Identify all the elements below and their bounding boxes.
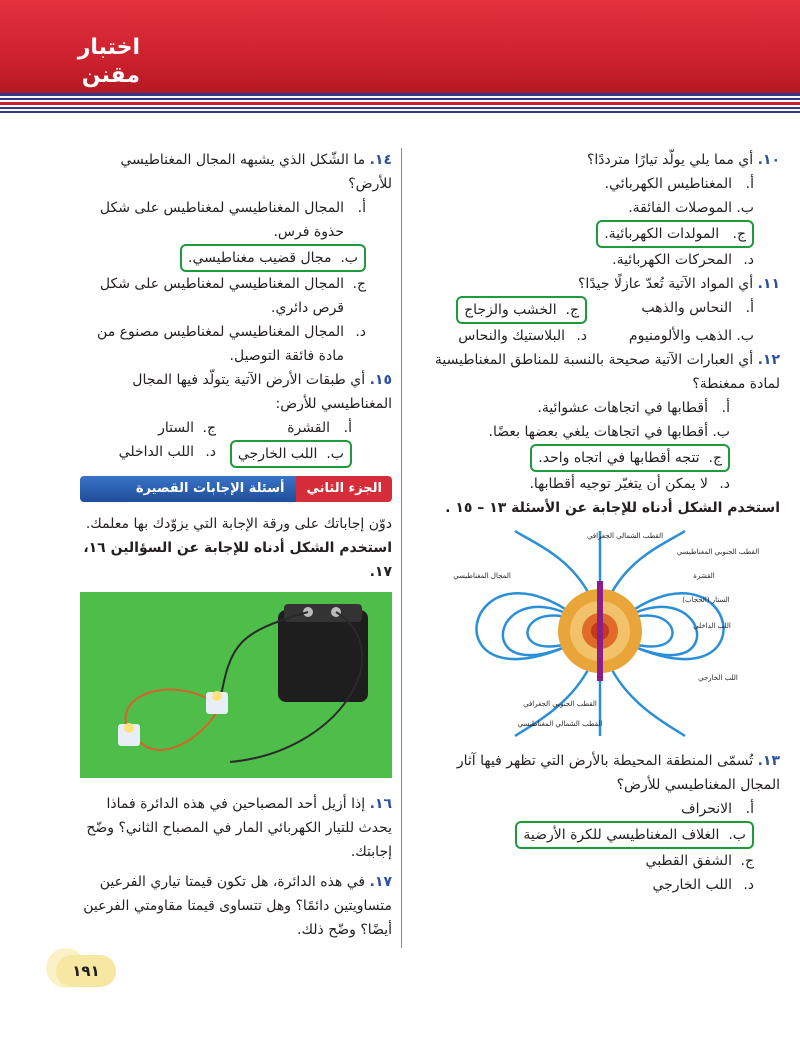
option-c-answer[interactable] bbox=[420, 220, 780, 248]
option-d[interactable] bbox=[420, 248, 780, 272]
question-text: ما الشّكل الذي يشبهه المجال المغناطيسي للأرض؟ bbox=[120, 152, 392, 192]
label-crust: القشرة bbox=[693, 572, 715, 580]
option-text: أقطابها في اتجاهات عشوائية. bbox=[537, 400, 708, 416]
label-mantle: الستار (الحجاب) bbox=[682, 596, 730, 604]
option-b-answer[interactable] bbox=[420, 821, 780, 849]
part-two-banner bbox=[80, 476, 392, 502]
diagram-instruction: استخدم الشكل أدناه للإجابة عن الأسئلة ١٣ – ١٥ . bbox=[445, 500, 780, 516]
earth-magnetic-field-diagram bbox=[420, 526, 780, 741]
option-letter: ج. bbox=[352, 276, 366, 292]
question-10 bbox=[420, 148, 780, 172]
option-b-answer[interactable] bbox=[216, 440, 352, 468]
question-16 bbox=[80, 792, 392, 864]
option-letter: ب. bbox=[712, 424, 730, 440]
option-d[interactable] bbox=[420, 873, 780, 897]
answer-highlight-box bbox=[530, 444, 730, 472]
option-letter: د. bbox=[576, 328, 587, 344]
label-mag-south: القطب الجنوبي المغناطيسي bbox=[676, 548, 760, 556]
question-15 bbox=[80, 368, 392, 416]
option-text: الانحراف bbox=[681, 801, 732, 817]
option-text: الستار bbox=[158, 420, 194, 436]
option-text: لا يمكن أن يتغيّر توجيه أقطابها. bbox=[529, 476, 708, 492]
option-a[interactable] bbox=[420, 797, 780, 821]
option-letter: د. bbox=[743, 252, 754, 268]
header-stripes bbox=[0, 93, 800, 113]
bar-magnet bbox=[597, 581, 603, 681]
bulb-2 bbox=[124, 723, 134, 733]
label-mag-north: القطب الشمالي المغناطيسي bbox=[517, 720, 603, 728]
question-text: في هذه الدائرة، هل تكون قيمتا تياري الفرعين متساويتين دائمًا؟ وهل تتساوى قيمتا مقاومتي الفرعين أيضًا؟ وضّح ذلك. bbox=[83, 874, 392, 938]
question-number: ١١. bbox=[757, 276, 780, 292]
option-letter: ب. bbox=[736, 328, 754, 344]
option-text: القشرة bbox=[287, 420, 330, 436]
answer-highlight-box bbox=[456, 296, 587, 324]
question-17 bbox=[80, 870, 392, 942]
option-letter: ج. bbox=[708, 450, 722, 466]
instruction-figure: استخدم الشكل أدناه للإجابة عن السؤالين ١٦، ١٧. bbox=[83, 540, 392, 580]
option-letter: ب. bbox=[736, 200, 754, 216]
option-letter: د. bbox=[205, 444, 216, 460]
part-label: الجزء الثاني bbox=[296, 476, 392, 502]
label-field: المجال المغناطيسي bbox=[453, 572, 511, 580]
question-11 bbox=[420, 272, 780, 296]
option-letter: أ. bbox=[357, 200, 366, 216]
circuit-photo bbox=[80, 592, 392, 778]
question-number: ١٣. bbox=[757, 753, 780, 769]
question-14 bbox=[80, 148, 392, 196]
option-c-answer[interactable] bbox=[420, 296, 587, 324]
question-12 bbox=[420, 348, 780, 396]
option-b[interactable] bbox=[420, 196, 780, 220]
circuit-illustration bbox=[80, 592, 392, 778]
option-text: الخشب والزجاج bbox=[464, 302, 557, 318]
option-a[interactable] bbox=[420, 172, 780, 196]
label-geo-north: القطب الشمالي الجغرافي bbox=[586, 532, 664, 540]
question-text: أي المواد الآتية تُعدّ عازلًا جيدًا؟ bbox=[578, 276, 754, 292]
title-line-2: مقنن bbox=[81, 63, 140, 88]
option-letter: ج. bbox=[732, 226, 746, 242]
option-text: المغناطيس الكهربائي. bbox=[604, 176, 732, 192]
option-d[interactable] bbox=[420, 472, 780, 496]
option-text: البلاستيك والنحاس bbox=[458, 328, 565, 344]
option-letter: ج. bbox=[202, 420, 216, 436]
option-letter: أ. bbox=[745, 300, 754, 316]
question-text: أي العبارات الآتية صحيحة بالنسبة للمناطق المغناطيسية لمادة ممغنطة؟ bbox=[434, 352, 780, 392]
right-column bbox=[420, 148, 780, 897]
option-text: النحاس والذهب bbox=[641, 300, 732, 316]
question-number: ١٧. bbox=[369, 874, 392, 890]
option-text: المجال المغناطيسي لمغناطيس على شكل حذوة فرس. bbox=[99, 200, 344, 240]
option-letter: ب. bbox=[326, 446, 344, 462]
option-text: الذهب والألومنيوم bbox=[628, 328, 732, 344]
answer-highlight-box bbox=[180, 244, 366, 272]
option-c-answer[interactable] bbox=[420, 444, 780, 472]
bulb-1 bbox=[212, 691, 222, 701]
question-number: ١٦. bbox=[369, 796, 392, 812]
option-text: اللب الداخلي bbox=[118, 444, 194, 460]
option-text: مجال قضيب مغناطيسي. bbox=[188, 250, 332, 266]
option-letter: أ. bbox=[745, 176, 754, 192]
option-text: أقطابها في اتجاهات يلغي بعضها بعضًا. bbox=[488, 424, 708, 440]
option-text: المجال المغناطيسي لمغناطيس على شكل قرص دائري. bbox=[99, 276, 344, 316]
earth-field-svg bbox=[420, 526, 780, 741]
instruction-answer-sheet: دوّن إجاباتك على ورقة الإجابة التي يزوّدك بها معلمك. bbox=[85, 516, 392, 532]
option-text: الشفق القطبي bbox=[645, 853, 732, 869]
option-a[interactable] bbox=[587, 296, 754, 324]
option-c[interactable] bbox=[420, 849, 780, 873]
option-b-answer[interactable] bbox=[80, 244, 392, 272]
q11-options bbox=[420, 296, 780, 348]
q15-options bbox=[80, 416, 392, 468]
option-text: المحركات الكهربائية. bbox=[612, 252, 732, 268]
answer-highlight-box bbox=[230, 440, 352, 468]
option-text: الموصلات الفائقة. bbox=[628, 200, 732, 216]
option-letter: ب. bbox=[340, 250, 358, 266]
option-a[interactable] bbox=[420, 396, 780, 420]
question-text: تُسمّى المنطقة المحيطة بالأرض التي تظهر فيها آثار المجال المغناطيسي للأرض؟ bbox=[456, 753, 780, 793]
option-letter: أ. bbox=[721, 400, 730, 416]
option-text: المولدات الكهربائية. bbox=[604, 226, 720, 242]
label-outer-core: اللب الخارجي bbox=[698, 674, 738, 682]
option-letter: د. bbox=[743, 877, 754, 893]
option-letter: د. bbox=[719, 476, 730, 492]
question-text: أي طبقات الأرض الآتية يتولّد فيها المجال المغناطيسي للأرض: bbox=[132, 372, 392, 412]
option-letter: ج. bbox=[565, 302, 579, 318]
option-b[interactable] bbox=[587, 324, 754, 348]
option-d[interactable] bbox=[80, 440, 216, 468]
part-title: أسئلة الإجابات القصيرة bbox=[80, 476, 296, 502]
question-13 bbox=[420, 749, 780, 797]
section-title bbox=[50, 34, 140, 90]
option-a[interactable] bbox=[80, 196, 392, 244]
option-text: المجال المغناطيسي لمغناطيس مصنوع من مادة فائقة التوصيل. bbox=[97, 324, 344, 364]
option-c[interactable] bbox=[80, 416, 216, 440]
option-letter: أ. bbox=[343, 420, 352, 436]
question-text: أي مما يلي يولّد تيارًا مترددًا؟ bbox=[586, 152, 754, 168]
option-c[interactable] bbox=[80, 272, 392, 320]
option-letter: ج. bbox=[740, 853, 754, 869]
option-a[interactable] bbox=[216, 416, 352, 440]
option-letter: د. bbox=[355, 324, 366, 340]
label-inner-core: اللب الداخلي bbox=[693, 622, 731, 630]
question-number: ١٤. bbox=[369, 152, 392, 168]
option-d[interactable] bbox=[420, 324, 587, 348]
column-divider bbox=[401, 148, 402, 948]
option-d[interactable] bbox=[80, 320, 392, 368]
option-text: اللب الخارجي bbox=[237, 446, 318, 462]
question-number: ١٢. bbox=[757, 352, 780, 368]
title-line-1: اختبار bbox=[77, 35, 140, 60]
option-letter: أ. bbox=[745, 801, 754, 817]
answer-highlight-box bbox=[596, 220, 754, 248]
question-number: ١٠. bbox=[757, 152, 780, 168]
page-number: ١٩١ bbox=[56, 955, 116, 987]
question-number: ١٥. bbox=[369, 372, 392, 388]
left-column bbox=[80, 148, 392, 942]
option-text: الغلاف المغناطيسي للكرة الأرضية bbox=[523, 827, 720, 843]
answer-highlight-box bbox=[515, 821, 754, 849]
option-text: تتجه أقطابها في اتجاه واحد. bbox=[538, 450, 700, 466]
label-geo-south: القطب الجنوبي الجغرافي bbox=[523, 700, 597, 708]
option-letter: ب. bbox=[728, 827, 746, 843]
option-text: اللب الخارجي bbox=[652, 877, 732, 893]
option-b[interactable] bbox=[420, 420, 780, 444]
question-text: إذا أزيل أحد المصباحين في هذه الدائرة فماذا يحدث للتيار الكهربائي المار في المصباح الثاني؟ وضّح إجابتك. bbox=[86, 796, 392, 860]
